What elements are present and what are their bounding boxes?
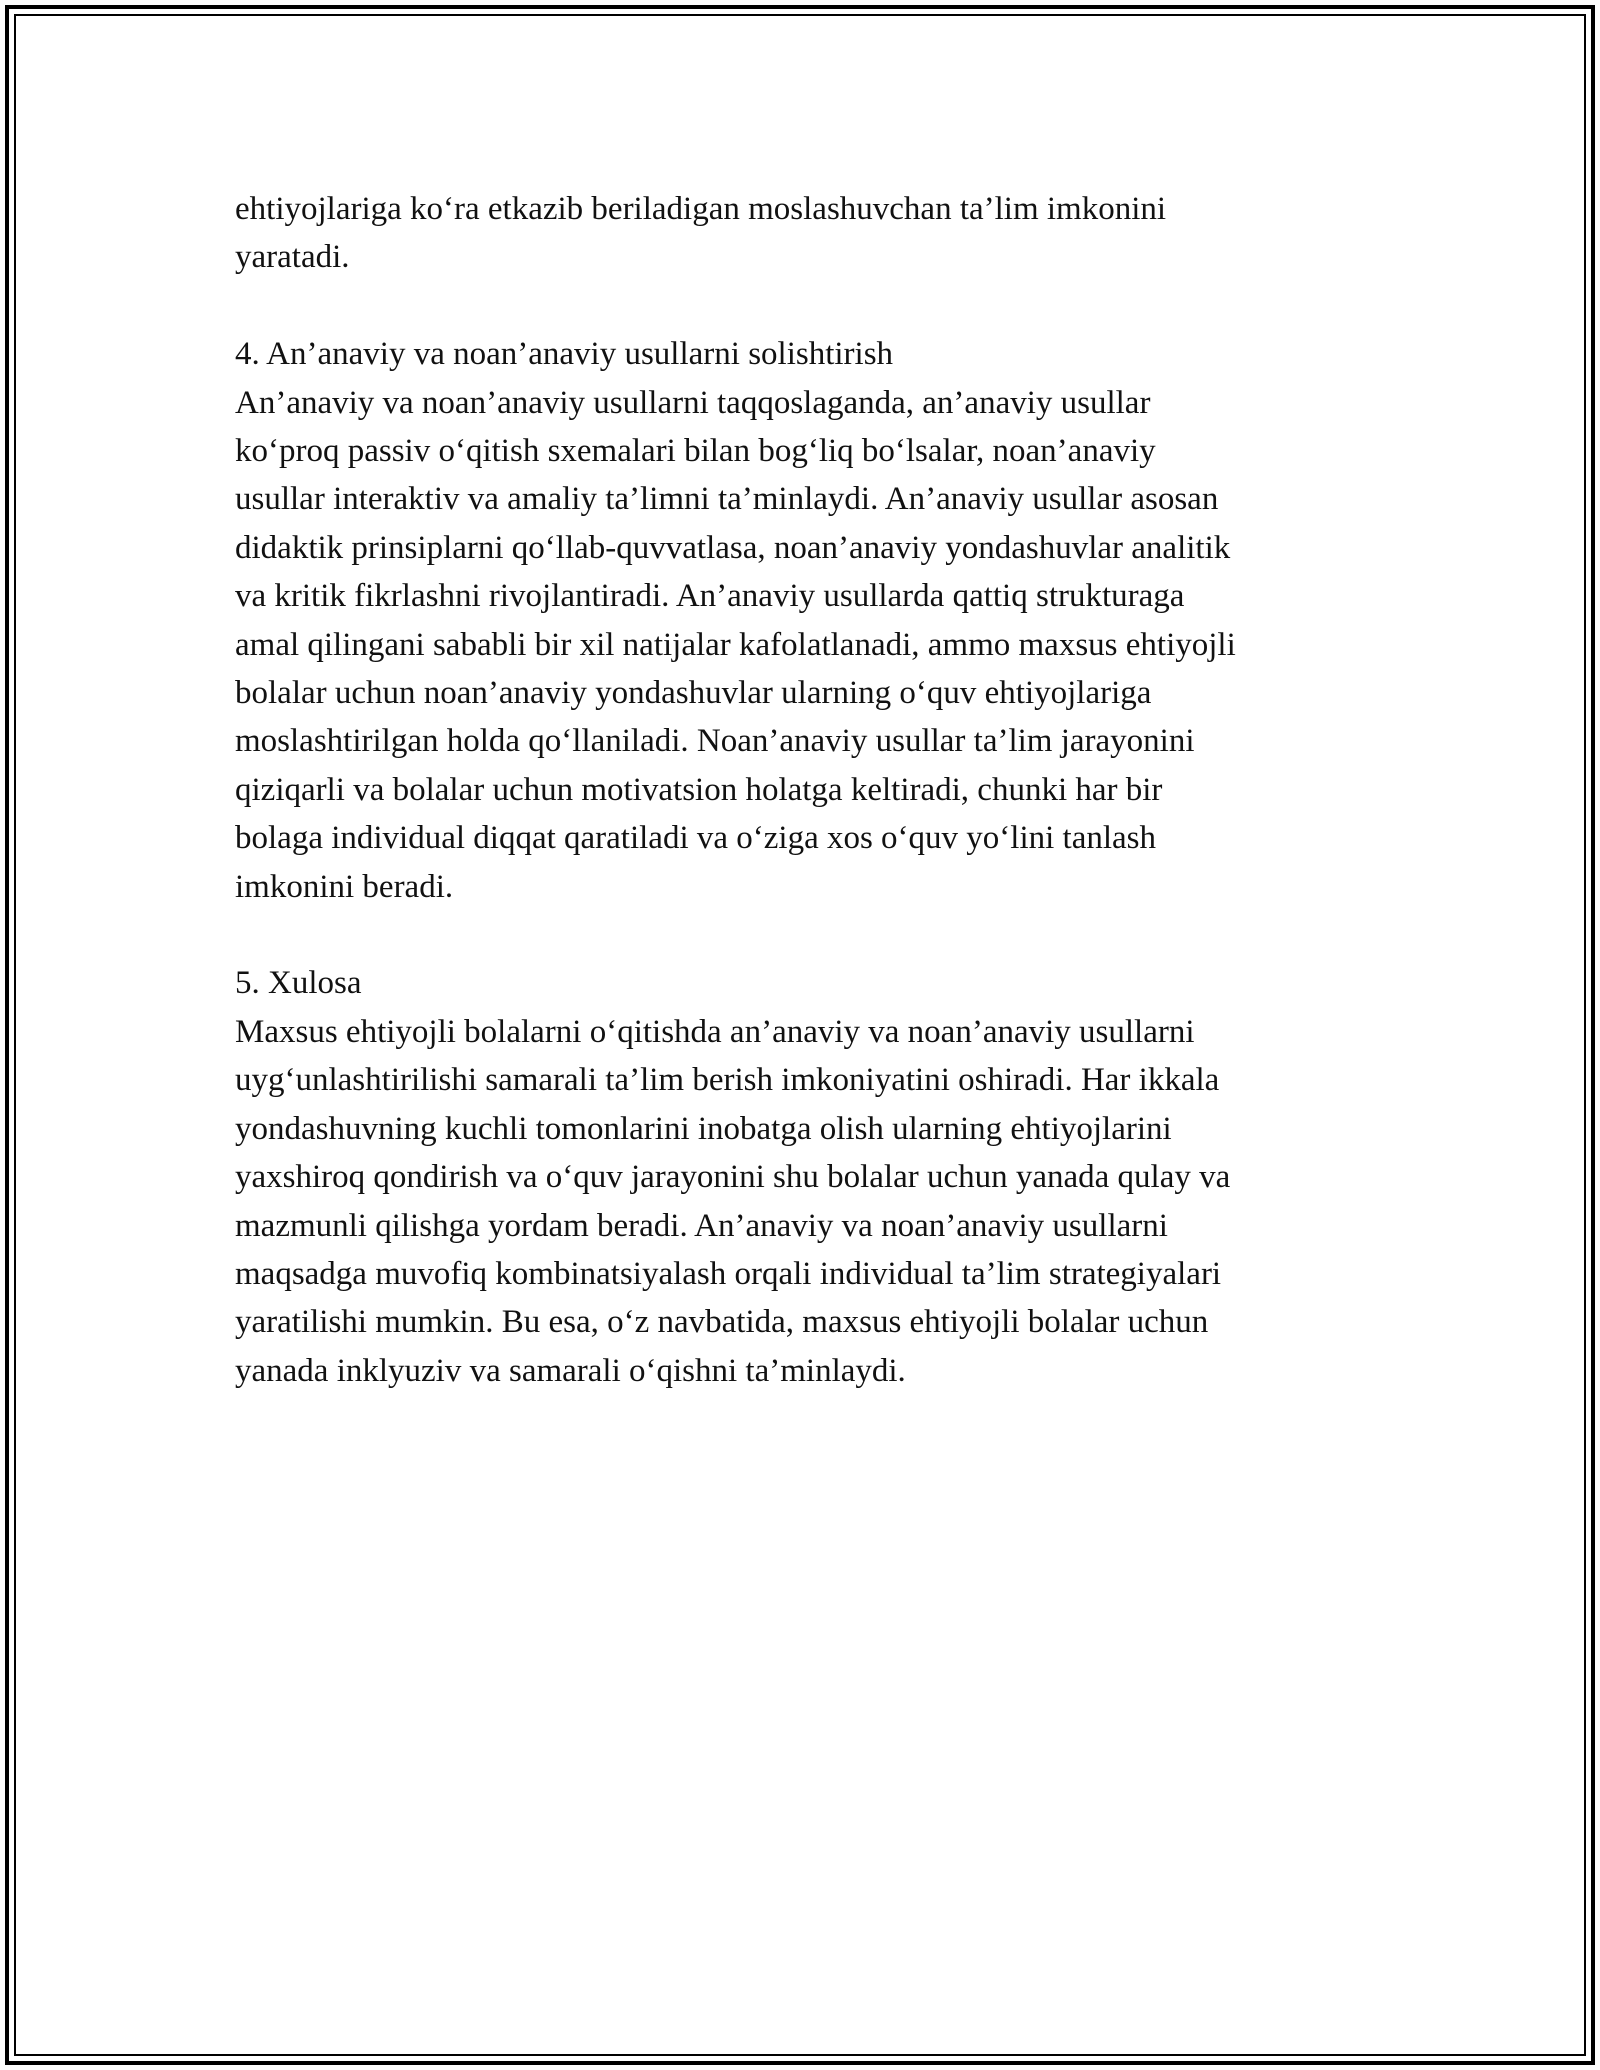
intro-paragraph (235, 185, 1365, 282)
text-line: imkonini beradi. (235, 868, 454, 905)
text-line: yaxshiroq qondirish va o‘quv jarayonini shu bolalar uchun yanada qulay va (235, 1159, 1231, 1196)
document-body (235, 185, 1365, 1395)
text-line: yanada inklyuziv va samarali o‘qishni ta’minlaydi. (235, 1352, 906, 1389)
section-4 (235, 330, 1365, 911)
text-line: yaratilishi mumkin. Bu esa, o‘z navbatida, maxsus ehtiyojli bolalar uchun (235, 1304, 1209, 1341)
text-line: usullar interaktiv va amaliy ta’limni ta’minlaydi. An’anaviy usullar asosan (235, 481, 1219, 518)
text-line: bolalar uchun noan’anaviy yondashuvlar ularning o‘quv ehtiyojlariga (235, 675, 1152, 712)
text-line: ehtiyojlariga ko‘ra etkazib beriladigan moslashuvchan ta’lim imkonini (235, 191, 1167, 227)
text-line: Maxsus ehtiyojli bolalarni o‘qitishda an’anaviy va noan’anaviy usullarni (235, 1013, 1195, 1050)
text-line: ko‘proq passiv o‘qitish sxemalari bilan bog‘liq bo‘lsalar, noan’anaviy (235, 433, 1156, 470)
text-line: yaratadi. (235, 239, 350, 276)
section-heading: 4. An’anaviy va noan’anaviy usullarni solishtirish (235, 336, 894, 373)
text-line: bolaga individual diqqat qaratiladi va o‘ziga xos o‘quv yo‘lini tanlash (235, 820, 1157, 857)
text-line: moslashtirilgan holda qo‘llaniladi. Noan’anaviy usullar ta’lim jarayonini (235, 723, 1195, 760)
text-line: va kritik fikrlashni rivojlantiradi. An’anaviy usullarda qattiq strukturaga (235, 578, 1185, 615)
text-line: yondashuvning kuchli tomonlarini inobatga olish ularning ehtiyojlarini (235, 1110, 1172, 1147)
text-line: mazmunli qilishga yordam beradi. An’anaviy va noan’anaviy usullarni (235, 1207, 1168, 1244)
section-5-paragraph (235, 1008, 1365, 1395)
section-5 (235, 959, 1365, 1395)
section-4-paragraph (235, 379, 1365, 911)
text-line: didaktik prinsiplarni qo‘llab-quvvatlasa, noan’anaviy yondashuvlar analitik (235, 529, 1231, 566)
text-line: qiziqarli va bolalar uchun motivatsion holatga keltiradi, chunki har bir (235, 771, 1163, 808)
text-line: maqsadga muvofiq kombinatsiyalash orqali individual ta’lim strategiyalari (235, 1255, 1222, 1292)
section-heading: 5. Xulosa (235, 965, 362, 1002)
text-line: amal qilingani sababli bir xil natijalar kafolatlanadi, ammo maxsus ehtiyojli (235, 626, 1236, 663)
text-line: An’anaviy va noan’anaviy usullarni taqqoslaganda, an’anaviy usullar (235, 384, 1151, 421)
text-line: uyg‘unlashtirilishi samarali ta’lim berish imkoniyatini oshiradi. Har ikkala (235, 1062, 1220, 1099)
